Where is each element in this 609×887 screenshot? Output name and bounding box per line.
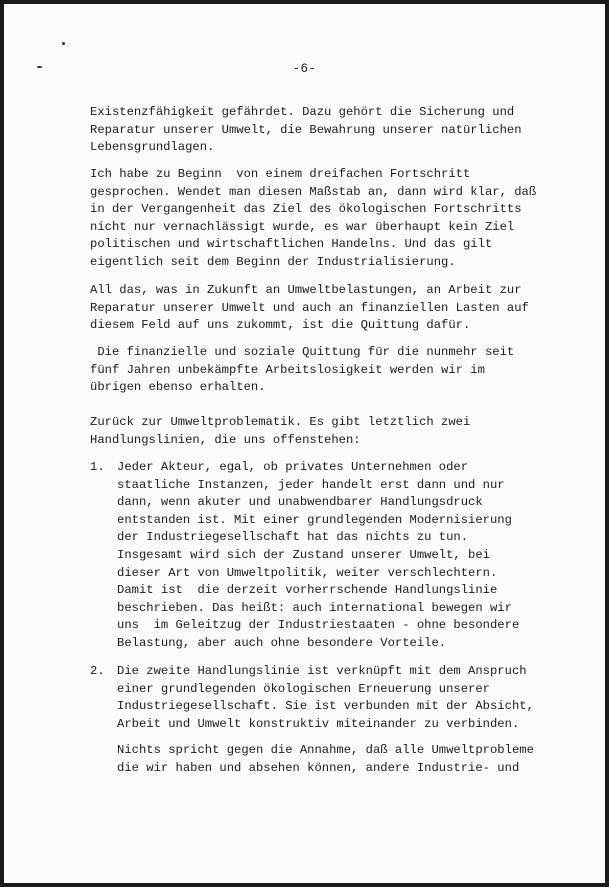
scan-speck [62,42,65,45]
page-number: -6- [292,62,317,76]
list-item-text: Jeder Akteur, egal, ob privates Unternehmen oder staatliche Instanzen, jeder handelt erst dann und nur dann, wenn akuter und unabwendbarer Handlungsdruck entstanden ist. Mit einer grundlegenden Modernisierung der Industriegesellschaft hat das nichts zu tun. Insgesamt wird sich der Zustand unserer Umwelt, bei dieser Art von Umweltpolitik, weiter verschlechtern. Damit ist die derzeit vorherrschende Handlungslinie beschrieben. Das heißt: auch international bewegen wir uns im Geleitzug der Industriestaaten - ohne besondere Belastung, aber auch ohne besondere Vorteile. [117,460,520,650]
list-item-number: 2. [90,664,105,678]
paragraph-2: Ich habe zu Beginn von einem dreifachen Fortschritt gesprochen. Wendet man diesen Maßstab an, dann wird klar, daß in der Vergangenheit das Ziel des ökologischen Fortschritts nicht nur vernachlässigt wurde, es war überhaupt kein Ziel politischen und wirtschaftlichen Handelns. Und das gilt eigentlich seit dem Beginn der Industrialisierung. [90,167,537,269]
paragraph-5: Zurück zur Umweltproblematik. Es gibt letztlich zwei Handlungslinien, die uns offenstehen: [90,415,471,447]
paragraph-1: Existenzfähigkeit gefährdet. Dazu gehört die Sicherung und Reparatur unserer Umwelt, die Bewahrung unserer natürlichen Lebensgrundlagen. [90,105,522,155]
document-page [4,4,605,883]
paragraph-4: Die finanzielle und soziale Quittung für die nunmehr seit fünf Jahren unbekämpfte Arbeitslosigkeit werden wir im übrigen ebenso erhalten. [90,345,515,395]
list-item-number: 1. [90,460,105,474]
list-item-text: Die zweite Handlungslinie ist verknüpft mit dem Anspruch einer grundlegenden ökologischen Erneuerung unserer Industriegesellschaft. Sie ist verbunden mit der Absicht, Arbeit und Umwelt konstruktiv miteinander zu verbinden. [117,664,534,731]
paragraph-3: All das, was in Zukunft an Umweltbelastungen, an Arbeit zur Reparatur unserer Umwelt und auch an finanziellen Lasten auf diesem Feld auf uns zukommt, ist die Quittung dafür. [90,283,529,333]
continuation-paragraph: Nichts spricht gegen die Annahme, daß alle Umweltprobleme die wir haben und absehen können, andere Industrie- und [117,743,534,775]
